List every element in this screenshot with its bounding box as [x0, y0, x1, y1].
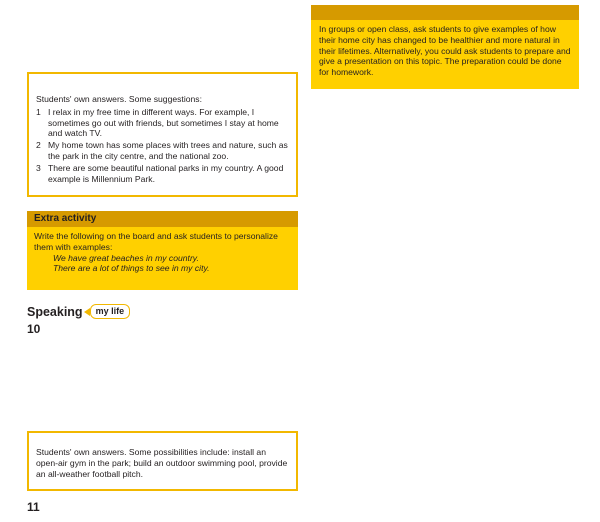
- speaking-heading: [27, 304, 130, 319]
- extra-activity-example: There are a lot of things to see in my city.: [53, 263, 210, 274]
- exercise-number-10: 10: [27, 322, 41, 336]
- extra-activity-box: [27, 211, 298, 290]
- my-life-tag: my life: [90, 304, 131, 319]
- answer-item: [36, 163, 289, 185]
- teacher-note-text: In groups or open class, ask students to give examples of how their home city has changed to be healthier and more natural in their lifetimes. Alternatively, you could ask students to prepare and give a presentation on this topic. The preparation could be done for homework.: [319, 24, 571, 78]
- answers-box-10: [27, 431, 298, 491]
- answer-item: [36, 107, 289, 139]
- answers-text: Students' own answers. Some possibilities include: install an open-air gym in the park; build an outdoor swimming pool, provide an all-weather football pitch.: [36, 447, 288, 479]
- answer-text: My home town has some places with trees and nature, such as the park in the city centre, and the national zoo.: [48, 140, 288, 161]
- extra-activity-heading: Extra activity: [27, 211, 298, 227]
- section-title: Speaking: [27, 304, 83, 319]
- answer-number: 2: [36, 140, 41, 151]
- answer-text: There are some beautiful national parks in my country. A good example is Millennium Park.: [48, 162, 284, 184]
- answer-text: I relax in my free time in different ways. For example, I sometimes go out with friends, but sometimes I stay at home and watch TV.: [48, 106, 279, 139]
- extra-activity-instruction: Write the following on the board and ask students to personalize them with examples:: [34, 231, 278, 252]
- answer-number: 1: [36, 106, 41, 117]
- teacher-note-header-bar: [311, 5, 579, 20]
- answer-item: [36, 140, 289, 162]
- answers-box: [27, 72, 298, 197]
- answers-list: [36, 107, 289, 185]
- answer-number: 3: [36, 162, 41, 173]
- extra-activity-example: We have great beaches in my country.: [53, 252, 199, 263]
- teacher-note-box: [311, 5, 579, 89]
- exercise-number-11: 11: [27, 500, 40, 514]
- answers-intro: Students' own answers. Some suggestions:: [36, 94, 202, 104]
